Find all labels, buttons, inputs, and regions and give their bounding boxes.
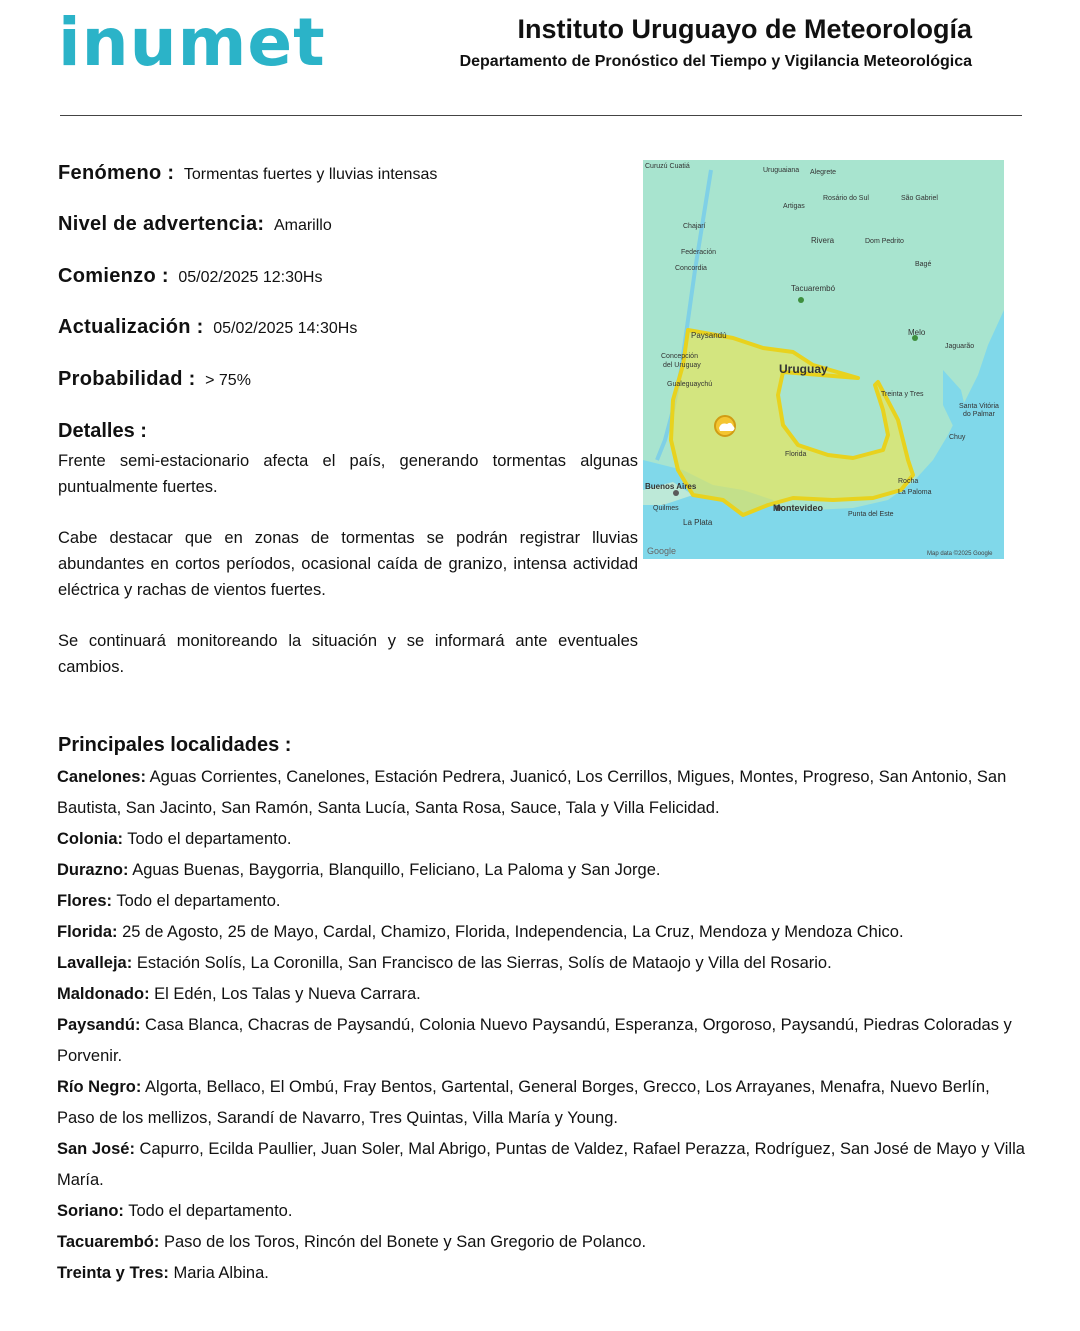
map-label-melo: Melo — [908, 328, 926, 337]
localidad-department: San José: — [57, 1140, 135, 1158]
localidades-list — [57, 762, 1025, 1289]
comienzo-value: 05/02/2025 12:30Hs — [178, 269, 323, 286]
map-label-rosario_sul: Rosário do Sul — [823, 195, 869, 202]
details-paragraph-2: Cabe destacar que en zonas de tormentas se podrán registrar lluvias abundantes en cortos períodos, ocasional caída de granizo, intensa actividad eléctrica y rachas de vientos fuertes. — [58, 529, 638, 599]
map-graphic — [643, 160, 1004, 559]
map-label-montevideo: Montevideo — [773, 503, 824, 513]
map-label-florida: Florida — [785, 451, 807, 458]
localidad-places: El Edén, Los Talas y Nueva Carrara. — [154, 985, 421, 1003]
map-label-sao_gabriel: São Gabriel — [901, 195, 938, 202]
map-label-santa_vitoria: do Palmar — [963, 411, 995, 418]
fenomeno-row — [58, 162, 437, 185]
comienzo-label: Comienzo : — [58, 265, 169, 287]
map-label-rivera: Rivera — [811, 236, 835, 245]
localidad-item — [57, 855, 1025, 886]
localidad-places: Algorta, Bellaco, El Ombú, Fray Bentos, Gartental, General Borges, Grecco, Los Arrayanes, Menafra, Nuevo Berlín, Paso de los mellizos, Sarandí de Navarro, Tres Quintas, Villa María y Young. — [57, 1078, 990, 1127]
map-label-la_paloma: La Paloma — [898, 489, 932, 496]
map-label-gualeguaychu: Gualeguaychú — [667, 381, 713, 388]
map-label-jaguarao: Jaguarão — [945, 343, 975, 350]
map-label-attribution: Map data ©2025 Google — [927, 551, 993, 557]
localidad-item — [57, 1134, 1025, 1196]
localidad-department: Florida: — [57, 923, 118, 941]
map-label-concepcion: Concepción — [661, 353, 698, 360]
localidad-places: Todo el departamento. — [116, 892, 281, 910]
map-label-santa_vitoria: Santa Vitória — [959, 403, 999, 410]
map-label-uruguay: Uruguay — [779, 362, 828, 376]
map-label-federacion: Federación — [681, 249, 717, 256]
map-label-punta_del_este: Punta del Este — [848, 511, 894, 518]
map-label-la_plata: La Plata — [683, 518, 713, 527]
localidades-title: Principales localidades : — [58, 734, 292, 756]
map-label-alegrete: Alegrete — [810, 169, 837, 176]
map-label-chuy: Chuy — [949, 434, 966, 441]
localidad-department: Lavalleja: — [57, 954, 133, 972]
localidad-item — [57, 886, 1025, 917]
nivel-value: Amarillo — [273, 217, 332, 234]
localidad-places: Aguas Corrientes, Canelones, Estación Pedrera, Juanicó, Los Cerrillos, Migues, Montes, Progreso, San Antonio, San Bautista, San Jacinto, San Ramón, Santa Lucía, Santa Rosa, Sauce, Tala y Villa Felicidad. — [57, 768, 1007, 817]
localidad-places: Todo el departamento. — [127, 830, 292, 848]
map-label-concordia: Concordia — [675, 265, 707, 272]
localidad-item — [57, 1196, 1025, 1227]
localidad-places: Casa Blanca, Chacras de Paysandú, Colonia Nuevo Paysandú, Esperanza, Orgoroso, Paysandú, Piedras Coloradas y Porvenir. — [57, 1016, 1012, 1065]
map-label-bage: Bagé — [915, 261, 932, 268]
comienzo-row — [58, 265, 322, 288]
actualizacion-row — [58, 316, 357, 339]
localidad-department: Canelones: — [57, 768, 146, 786]
actualizacion-label: Actualización : — [58, 316, 204, 338]
localidad-item — [57, 979, 1025, 1010]
localidad-places: Estación Solís, La Coronilla, San Francisco de las Sierras, Solís de Mataojo y Villa del Rosario. — [136, 954, 832, 972]
localidad-places: 25 de Agosto, 25 de Mayo, Cardal, Chamizo, Florida, Independencia, La Cruz, Mendoza y Mendoza Chico. — [122, 923, 904, 941]
localidad-department: Río Negro: — [57, 1078, 142, 1096]
map-label-uruguaiana: Uruguaiana — [763, 167, 800, 174]
map-label-tacuarembo: Tacuarembó — [791, 284, 836, 293]
localidad-item — [57, 1227, 1025, 1258]
localidad-item — [57, 1258, 1025, 1289]
details-title: Detalles : — [58, 420, 147, 442]
localidad-department: Paysandú: — [57, 1016, 141, 1034]
map-label-buenos_aires: Buenos Aires — [645, 482, 697, 491]
map-label-quilmes: Quilmes — [653, 505, 679, 512]
map-label-paysandu: Paysandú — [691, 331, 727, 340]
probabilidad-row — [58, 368, 251, 391]
map-label-concepcion: del Uruguay — [663, 362, 701, 369]
localidad-item — [57, 917, 1025, 948]
fenomeno-value: Tormentas fuertes y lluvias intensas — [183, 166, 438, 183]
probabilidad-value: > 75% — [205, 372, 251, 389]
localidad-department: Maldonado: — [57, 985, 150, 1003]
localidad-item — [57, 948, 1025, 979]
localidad-department: Soriano: — [57, 1202, 124, 1220]
details-paragraph-1: Frente semi-estacionario afecta el país, generando tormentas algunas puntualmente fuertes. — [58, 452, 638, 496]
localidad-places: Paso de los Toros, Rincón del Bonete y San Gregorio de Polanco. — [163, 1233, 647, 1251]
nivel-label: Nivel de advertencia: — [58, 213, 265, 235]
localidad-item — [57, 1072, 1025, 1134]
localidad-places: Aguas Buenas, Baygorria, Blanquillo, Feliciano, La Paloma y San Jorge. — [132, 861, 661, 879]
map-label-dom_pedrito: Dom Pedrito — [865, 238, 904, 245]
actualizacion-value: 05/02/2025 14:30Hs — [213, 320, 358, 337]
nivel-row — [58, 213, 332, 236]
localidad-department: Durazno: — [57, 861, 129, 879]
map-label-rocha: Rocha — [898, 478, 919, 485]
localidad-places: Capurro, Ecilda Paullier, Juan Soler, Mal Abrigo, Puntas de Valdez, Rafael Perazza, Rodríguez, San José de Mayo y Villa María. — [57, 1140, 1025, 1189]
details-paragraph-3: Se continuará monitoreando la situación y se informará ante eventuales cambios. — [58, 632, 638, 676]
warning-map — [643, 160, 1004, 559]
localidad-places: Todo el departamento. — [128, 1202, 293, 1220]
localidad-department: Flores: — [57, 892, 113, 910]
header-divider — [60, 115, 1022, 116]
map-label-curuzu: Curuzú Cuatiá — [645, 163, 690, 170]
map-label-chajari: Chajarí — [683, 223, 706, 230]
localidad-item — [57, 824, 1025, 855]
localidad-department: Tacuarembó: — [57, 1233, 160, 1251]
probabilidad-label: Probabilidad : — [58, 368, 196, 390]
localidad-item — [57, 1010, 1025, 1072]
localidad-places: Maria Albina. — [173, 1264, 269, 1282]
department-subtitle: Departamento de Pronóstico del Tiempo y Vigilancia Meteorológica — [459, 53, 972, 70]
map-label-google: Google — [647, 546, 677, 556]
localidad-department: Colonia: — [57, 830, 123, 848]
inumet-logo: inumet — [58, 4, 326, 81]
fenomeno-label: Fenómeno : — [58, 162, 175, 184]
localidad-department: Treinta y Tres: — [57, 1264, 169, 1282]
institute-title: Instituto Uruguayo de Meteorología — [517, 14, 972, 44]
map-label-treinta_tres: Treinta y Tres — [881, 391, 924, 398]
localidad-item — [57, 762, 1025, 824]
map-label-artigas: Artigas — [783, 203, 805, 210]
